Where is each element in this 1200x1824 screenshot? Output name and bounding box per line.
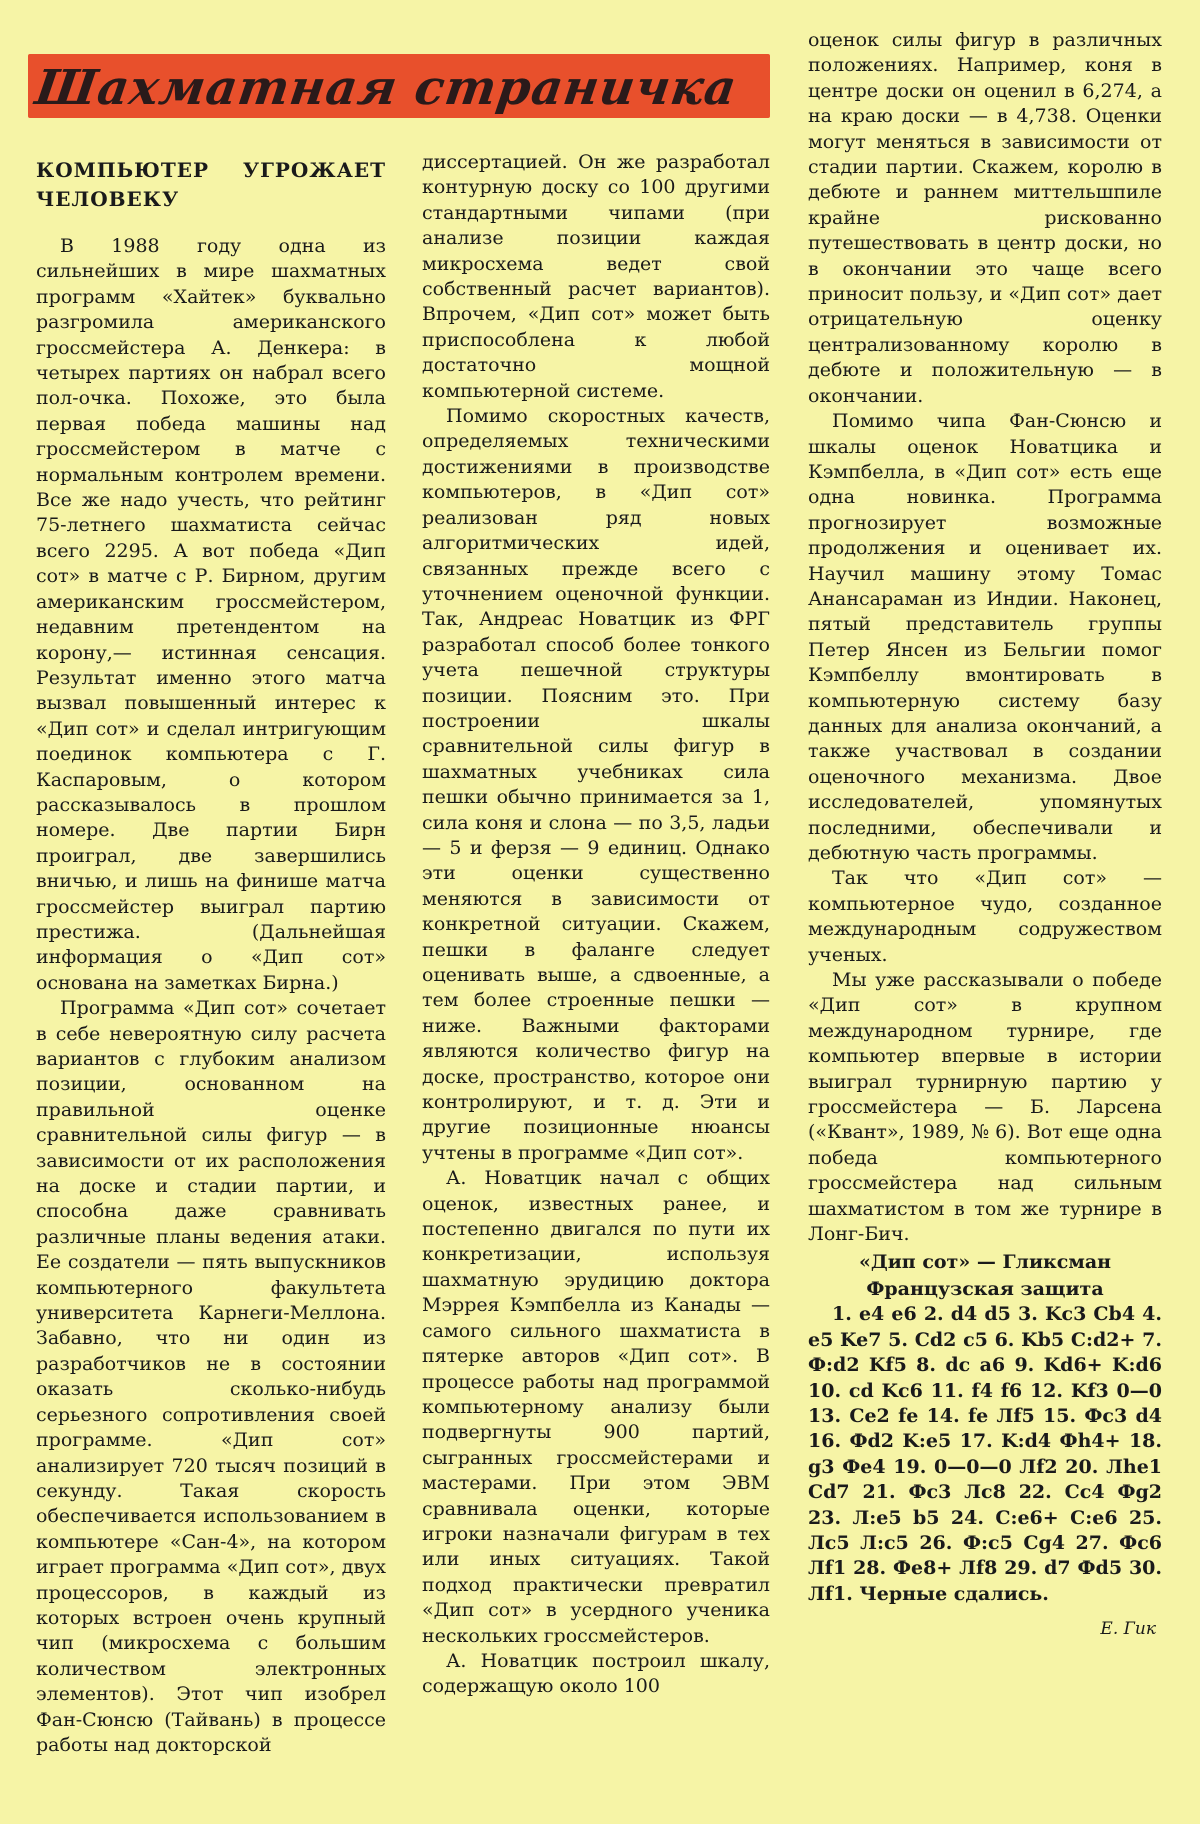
game-opening: Французская защита <box>866 1277 1104 1300</box>
paragraph: Мы уже рассказывали о победе «Дип сот» в крупном международном турнире, где компьютер впервые в истории выиграл турнирную партию у гроссмейстера — Б. Ларсена («Квант», 1989, № 6). Вот еще одна победа компьютерного гроссмейстера над сильным шахматистом в том же турнире в Лонг-Бич. <box>808 969 1162 1246</box>
paragraph: В 1988 году одна из сильнейших в мире шахматных программ «Хайтек» буквально разгромила американского гроссмейстера А. Денкера: в четырех партиях он набрал всего пол-очка. Похоже, это была первая победа машины над гроссмейстером в матче с нормальным контролем времени. Все же надо учесть, что рейтинг 75-летнего шахматиста сейчас всего 2295. А вот победа «Дип сот» в матче с Р. Бирном, другим американским гроссмейстером, недавним претендентом на корону,— истинная сенсация. Результат именно этого матча вызвал повышенный интерес к «Дип сот» и сделал интригующим поединок компьютера с Г. Каспаровым, о котором рассказывалось в прошлом номере. Две партии Бирн проиграл, две завершились вничью, и лишь на финише матча гроссмейстер выиграл партию престижа. (Дальнейшая информация о «Дип сот» основана на заметках Бирна.) <box>36 235 386 994</box>
column-3 <box>808 28 1162 1643</box>
game-players: «Дип сот» — Гликсман <box>858 1250 1112 1273</box>
paragraph: Помимо скоростных качеств, определяемых техническими достижениями в производстве компьютеров, в «Дип сот» реализован ряд новых алгоритмических идей, связанных прежде всего с уточнением оценочной функции. Так, Андреас Новатцик из ФРГ разработал способ более тонкого учета пешечной структуры позиции. Поясним это. При построении шкалы сравнительной силы фигур в шахматных учебниках сила пешки обычно принимается за 1, сила коня и слона — по 3,5, ладьи — 5 и ферзя — 9 единиц. Однако эти оценки существенно меняются в зависимости от конкретной ситуации. Скажем, пешки в фаланге следует оценивать выше, а сдвоенные, а тем более строенные пешки — ниже. Важными факторами являются количество фигур на доске, пространство, которое они контролируют, и т. д. Эти и другие позиционные нюансы учтены в программе «Дип сот». <box>422 405 770 1164</box>
paragraph: Программа «Дип сот» сочетает в себе невероятную силу расчета вариантов с глубоким анализом позиции, основанном на правильной оценке сравнительной силы фигур — в зависимости от их расположения на доске и стадии партии, и способна даже сравнивать различные планы ведения атаки. Ее создатели — пять выпускников компьютерного факультета университета Карнеги-Меллона. Забавно, что ни один из разработчиков не в состоянии оказать сколько-нибудь серьезного сопротивления своей программе. «Дип сот» анализирует 720 тысяч позиций в секунду. Такая скорость обеспечивается использованием в компьютере «Сан-4», на котором играет программа «Дип сот», двух процессоров, в каждый из которых встроен очень крупный чип (микросхема с большим количеством электронных элементов). Этот чип изобрел Фан-Сюнсю (Тайвань) в процессе работы над докторской <box>36 997 386 1756</box>
header-banner <box>28 54 770 118</box>
column-2 <box>422 150 770 1700</box>
column-1 <box>36 156 386 1758</box>
paragraph: диссертацией. Он же разработал контурную доску со 100 другими стандартными чипами (при анализе позиции каждая микросхема ведет свой собственный расчет вариантов). Впрочем, «Дип сот» может быть приспособлена к любой достаточно мощной компьютерной системе. <box>422 151 770 402</box>
section-title: Шахматная страничка <box>32 60 741 116</box>
paragraph: А. Новатцик построил шкалу, содержащую около 100 <box>422 1649 770 1698</box>
paragraph: Так что «Дип сот» — компьютерное чудо, созданное международным содружеством ученых. <box>808 867 1162 966</box>
game-moves: 1. e4 e6 2. d4 d5 3. Kc3 Cb4 4. e5 Ke7 5. Cd2 c5 6. Kb5 C:d2+ 7. Ф:d2 Kf5 8. dc a6 9. Kd6+ K:d6 10. cd Kc6 11. f4 f6 12. Kf3 0—0 13. Ce2 fe 14. fe Лf5 15. Фc3 d4 16. Фd2 K:e5 17. K:d4 Фh4+ 18. g3 Фe4 19. 0—0—0 Лf2 20. Лhe1 Cd7 21. Фc3 Лc8 22. Cc4 Фg2 23. Л:e5 b5 24. C:e6+ C:e6 25. Лc5 Л:c5 26. Ф:c5 Cg4 27. Фc6 Лf1 28. Фe8+ Лf8 29. d7 Фd5 30. Лf1. Черные сдались. <box>808 1303 1162 1605</box>
paragraph: А. Новатцик начал с общих оценок, известных ранее, и постепенно двигался по пути их конкретизации, используя шахматную эрудицию доктора Мэррея Кэмпбелла из Канады — самого сильного шахматиста в пятерке авторов «Дип сот». В процессе работы над программой компьютерному анализу были подвергнуты 900 партий, сыгранных гроссмейстерами и мастерами. При этом ЭВМ сравнивала оценки, которые игроки назначали фигурам в тех или иных ситуациях. Такой подход практически превратил «Дип сот» в усердного ученика нескольких гроссмейстеров. <box>422 1167 770 1647</box>
paragraph: оценок силы фигур в различных положениях. Например, коня в центре доски он оценил в 6,274, а на краю доски — в 4,738. Оценки могут меняться в зависимости от стадии партии. Скажем, королю в дебюте и раннем миттельшпиле крайне рискованно путешествовать в центр доски, но в окончании это чаще всего приносит пользу, и «Дип сот» дает отрицательную оценку централизованному королю в дебюте и положительную — в окончании. <box>808 29 1162 407</box>
article-title: КОМПЬЮТЕР УГРОЖАЕТ ЧЕЛОВЕКУ <box>36 158 386 211</box>
author-signature: Е. Гик <box>1100 1619 1156 1640</box>
paragraph: Помимо чипа Фан-Сюнсю и шкалы оценок Новатцика и Кэмпбелла, в «Дип сот» есть еще одна новинка. Программа прогнозирует возможные продолжения и оценивает их. Научил машину этому Томас Анансараман из Индии. Наконец, пятый представитель группы Петер Янсен из Бельгии помог Кэмпбеллу вмонтировать в компьютерную систему базу данных для анализа окончаний, а также участвовал в создании оценочного механизма. Двое исследователей, упомянутых последними, обеспечивали и дебютную часть программы. <box>808 410 1162 864</box>
